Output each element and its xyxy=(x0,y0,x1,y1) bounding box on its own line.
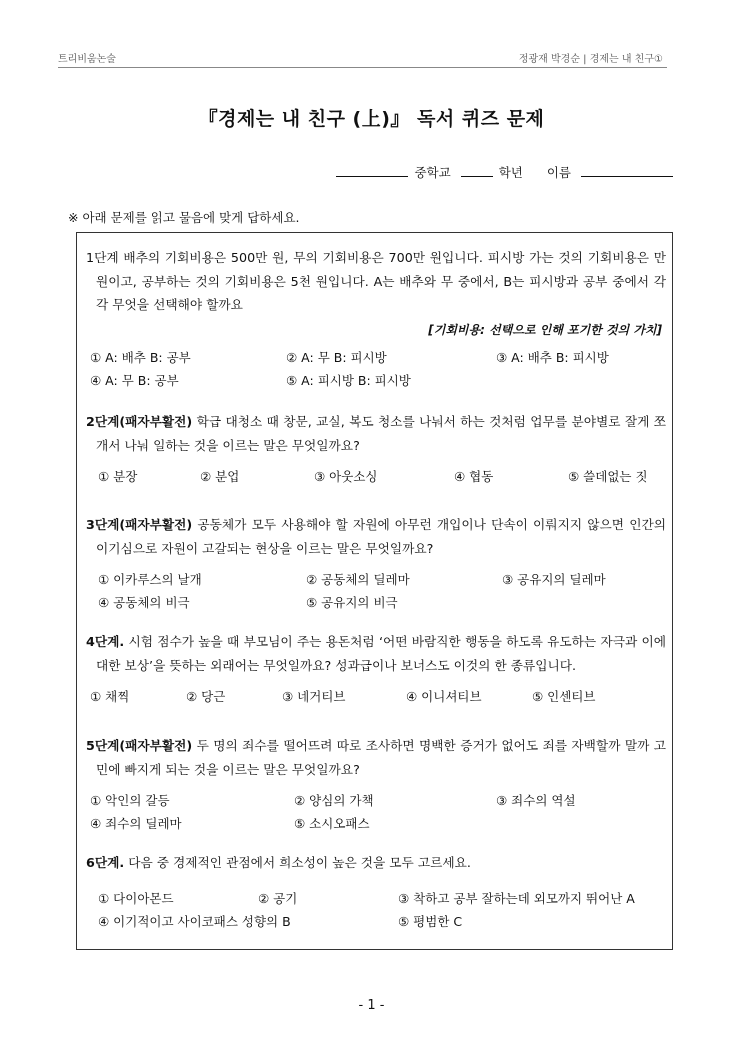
grade-blank[interactable] xyxy=(461,165,493,177)
option-3-4[interactable]: ④ 공동체의 비극 xyxy=(98,595,190,610)
option-1-1[interactable]: ① A: 배추 B: 공부 xyxy=(90,349,191,365)
question-2-body: 학급 대청소 때 창문, 교실, 복도 청소를 나눠서 하는 것처럼 업무를 분야별로 잘게 쪼개서 나눠 일하는 것을 이르는 말은 무엇일까요? xyxy=(96,414,666,453)
option-6-1[interactable]: ① 다이아몬드 xyxy=(98,890,174,906)
option-5-3[interactable]: ③ 죄수의 역설 xyxy=(496,793,576,808)
option-3-2[interactable]: ② 공동체의 딜레마 xyxy=(306,572,410,587)
option-5-1[interactable]: ① 악인의 갈등 xyxy=(90,793,170,808)
question-6-label: 6단계. xyxy=(86,855,125,870)
question-1-label: 1단계 xyxy=(86,250,119,265)
option-4-5[interactable]: ⑤ 인센티브 xyxy=(532,689,596,704)
option-6-2[interactable]: ② 공기 xyxy=(258,890,298,906)
question-5-label: 5단계(패자부활전) xyxy=(86,738,193,753)
option-5-5[interactable]: ⑤ 소시오패스 xyxy=(294,816,370,831)
option-2-2[interactable]: ② 분업 xyxy=(200,469,240,484)
question-5-options xyxy=(86,791,666,839)
option-1-3[interactable]: ③ A: 배추 B: 피시방 xyxy=(496,349,609,365)
question-3 xyxy=(86,513,666,618)
question-3-text xyxy=(86,513,666,560)
page-header xyxy=(0,0,743,72)
option-1-4[interactable]: ④ A: 무 B: 공부 xyxy=(90,372,179,388)
option-1-5[interactable]: ⑤ A: 피시방 B: 피시방 xyxy=(286,372,411,388)
option-6-5[interactable]: ⑤ 평범한 C xyxy=(398,913,463,929)
page-title: 『경제는 내 친구 (上)』 독서 퀴즈 문제 xyxy=(198,108,545,130)
header-left-text: 트리비움논술 xyxy=(58,54,116,65)
option-2-4[interactable]: ④ 협동 xyxy=(454,469,494,484)
question-6-body: 다음 중 경제적인 관점에서 희소성이 높은 것을 모두 고르세요. xyxy=(124,855,471,870)
question-3-label: 3단계(패자부활전) xyxy=(86,517,193,532)
header-right-text: 정광재 박경순 | 경제는 내 친구① xyxy=(518,54,663,65)
question-1-body: 배추의 기회비용은 500만 원, 무의 기회비용은 700만 원입니다. 피시방 가는 것의 기회비용은 만 원이고, 공부하는 것의 기회비용은 5천 원입니다. A는 배추와 무 중에서, B는 피시방과 공부 중에서 각각 무엇을 선택해야 할까요 xyxy=(96,250,666,312)
question-5-body: 두 명의 죄수를 떨어뜨려 따로 조사하면 명백한 증거가 없어도 죄를 자백할까 말까 고민에 빠지게 되는 것을 이르는 말은 무엇일까요? xyxy=(96,738,666,777)
student-info xyxy=(336,163,673,181)
question-1 xyxy=(86,246,666,392)
question-6-text xyxy=(86,851,666,875)
school-label: 중학교 xyxy=(414,165,451,180)
option-2-1[interactable]: ① 분장 xyxy=(98,469,138,484)
question-2-label: 2단계(패자부활전) xyxy=(86,414,193,429)
school-blank[interactable] xyxy=(336,165,408,177)
question-4 xyxy=(86,630,666,715)
question-2 xyxy=(86,410,666,495)
question-1-text xyxy=(86,246,666,317)
question-6 xyxy=(86,851,666,937)
option-1-2[interactable]: ② A: 무 B: 피시방 xyxy=(286,349,387,365)
option-6-3[interactable]: ③ 착하고 공부 잘하는데 외모까지 뛰어난 A xyxy=(398,890,635,906)
option-4-1[interactable]: ① 채찍 xyxy=(90,689,130,704)
option-4-4[interactable]: ④ 이니셔티브 xyxy=(406,689,482,704)
question-4-body: 시험 점수가 높을 때 부모님이 주는 용돈처럼 ‘어떤 바람직한 행동을 하도록 유도하는 자극과 이에 대한 보상’을 뜻하는 외래어는 무엇일까요? 성과급이나 보너스도 이것의 한 종류입니다. xyxy=(96,634,666,673)
question-1-options xyxy=(86,344,666,392)
option-3-5[interactable]: ⑤ 공유지의 비극 xyxy=(306,595,398,610)
question-4-options xyxy=(86,687,666,715)
question-5 xyxy=(86,734,666,839)
option-4-3[interactable]: ③ 네거티브 xyxy=(282,689,346,704)
question-2-options xyxy=(86,467,666,495)
question-3-body: 공동체가 모두 사용해야 할 자원에 아무런 개입이나 단속이 이뤄지지 않으면 인간의 이기심으로 자원이 고갈되는 현상을 이르는 말은 무엇일까요? xyxy=(96,517,666,556)
question-4-label: 4단계. xyxy=(86,634,125,649)
option-5-2[interactable]: ② 양심의 가책 xyxy=(294,793,374,808)
name-label: 이름 xyxy=(546,165,571,180)
header-divider xyxy=(58,67,667,68)
question-6-options xyxy=(86,889,666,937)
option-6-4[interactable]: ④ 이기적이고 사이코패스 성향의 B xyxy=(98,913,291,929)
page-number: - 1 - xyxy=(358,998,385,1013)
question-5-text xyxy=(86,734,666,781)
option-3-1[interactable]: ① 이카루스의 날개 xyxy=(98,572,202,587)
question-1-hint: [기회비용: 선택으로 인해 포기한 것의 가치] xyxy=(428,322,662,337)
option-2-3[interactable]: ③ 아웃소싱 xyxy=(314,469,378,484)
grade-label: 학년 xyxy=(498,165,523,180)
option-2-5[interactable]: ⑤ 쓸데없는 짓 xyxy=(568,469,648,484)
option-3-3[interactable]: ③ 공유지의 딜레마 xyxy=(502,572,606,587)
instruction: ※ 아래 문제를 읽고 물음에 맞게 답하세요. xyxy=(68,210,300,225)
question-3-options xyxy=(86,570,666,618)
question-2-text xyxy=(86,410,666,457)
option-5-4[interactable]: ④ 죄수의 딜레마 xyxy=(90,816,182,831)
question-4-text xyxy=(86,630,666,677)
option-4-2[interactable]: ② 당근 xyxy=(186,689,226,704)
name-blank[interactable] xyxy=(581,165,673,177)
